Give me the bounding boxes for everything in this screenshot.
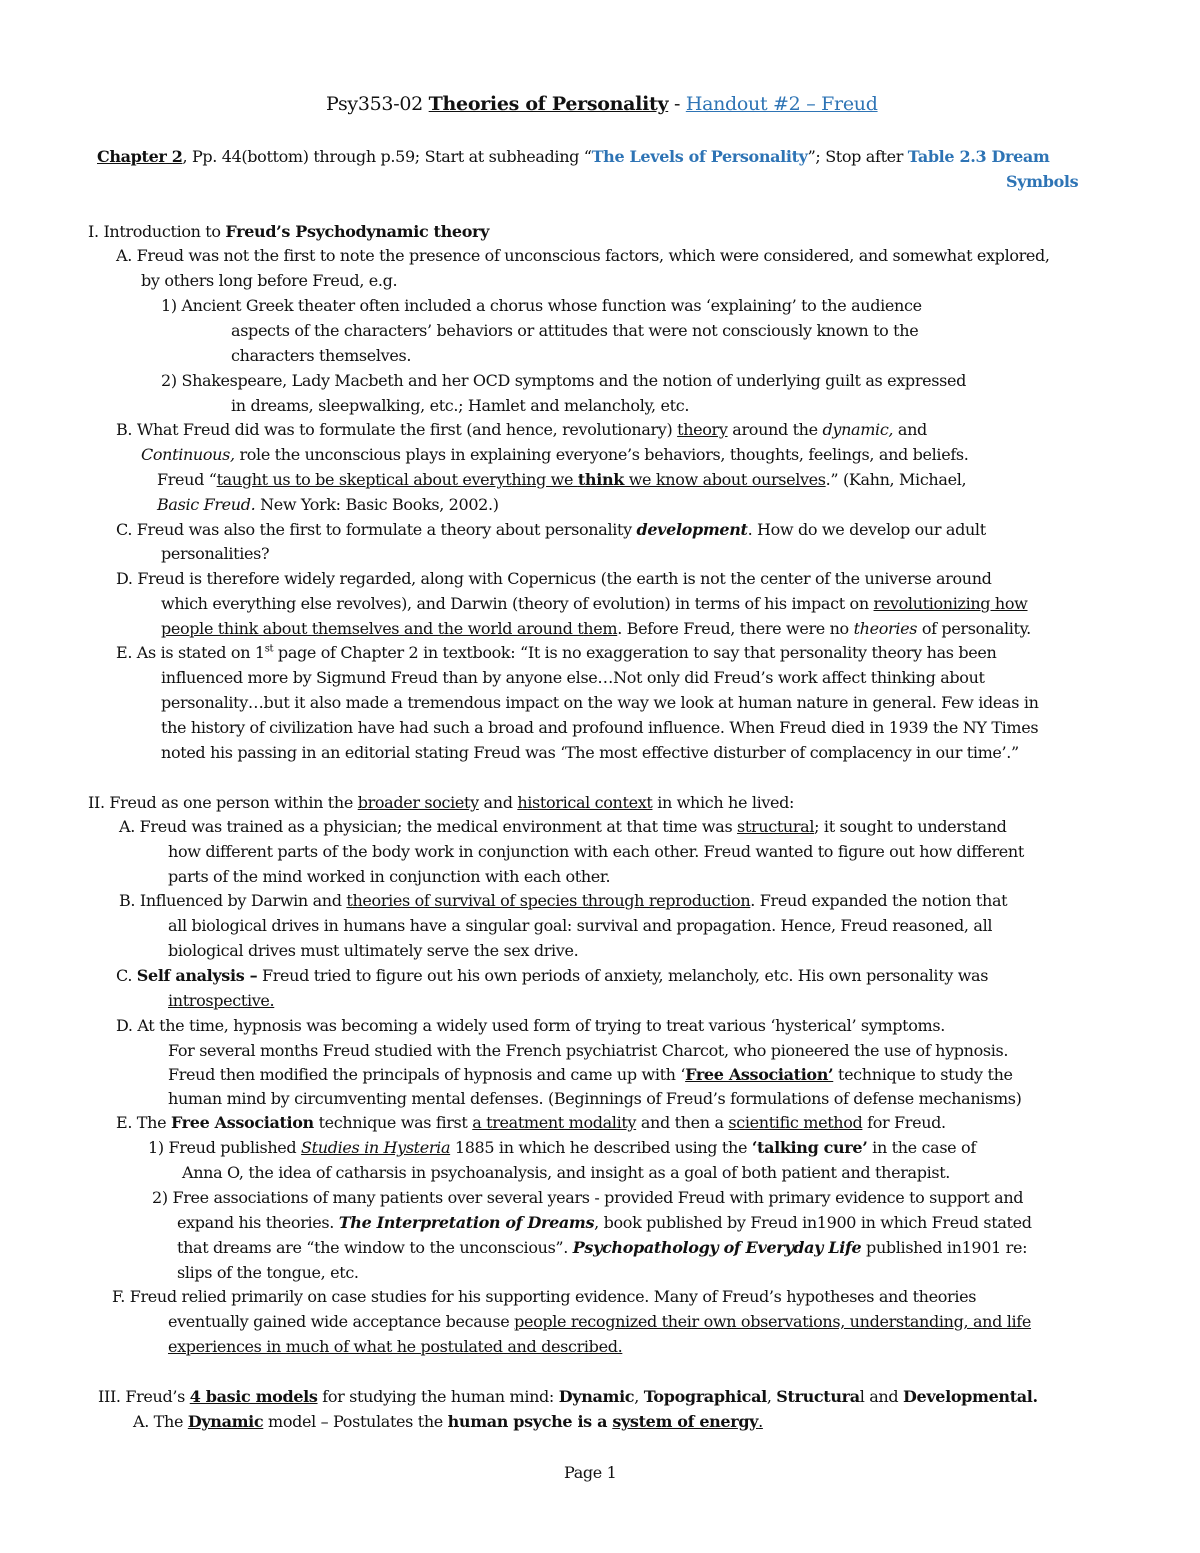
text-bold: Free Association [170,1113,314,1132]
text-bold: human psyche is a [447,1412,613,1431]
paragraph-line: D. Freud is therefore widely regarded, along with Copernicus (the earth is not the center of the universe around [116,569,992,588]
text: A. Freud was trained as a physician; the medical environment at that time was [119,817,738,836]
paragraph-line [148,1138,976,1158]
text: , [766,1387,777,1406]
paragraph-line: aspects of the characters’ behaviors or attitudes that were not consciously known to the [231,321,919,340]
text: technique to study the [833,1065,1013,1084]
text-underlined: we know about ourselves [623,470,826,489]
text-bold-underlined: Free Association’ [685,1065,834,1084]
paragraph-line: experiences in much of what he postulated and described. [168,1337,623,1356]
text-bold-underlined: think [577,470,624,489]
paragraph-line [116,520,986,540]
subheading-link: The Levels of Personality [591,147,808,166]
document-title [326,92,878,116]
text-bold-underlined: system of energy [612,1412,759,1431]
text-italic: Basic Freud. [157,495,256,514]
text-underlined: revolutionizing how [873,594,1028,613]
paragraph-line [161,594,1028,614]
text: 1885 in which he described using the [450,1138,752,1157]
text: and [478,793,518,812]
paragraph-line: slips of the tongue, etc. [177,1263,359,1282]
reading-text: , Pp. 44(bottom) through p.59; Start at subheading “ [182,147,592,166]
text: B. Influenced by Darwin and [119,891,347,910]
paragraph-line [161,619,1031,639]
text-underlined: historical context [517,793,653,812]
paragraph-line: introspective. [168,991,275,1010]
reading-text: ”; Stop after [807,147,908,166]
paragraph-line [157,470,966,490]
text-underlined: a treatment modality [472,1113,637,1132]
text: page of Chapter 2 in textbook: “It is no exaggeration to say that personality theory has been [273,643,997,662]
text-italic: Continuous, [141,445,235,464]
title-separator: - [668,93,686,115]
paragraph-line [177,1213,1032,1233]
text: Freud tried to figure out his own periods of anxiety, melancholy, etc. His own personality was [257,966,989,985]
course-code: Psy353-02 [326,93,423,115]
paragraph-line: For several months Freud studied with the French psychiatrist Charcot, who pioneered the use of hypnosis. [168,1041,1009,1060]
text-bold-underlined: 4 basic models [189,1387,318,1406]
reading-assignment [97,147,1050,167]
text: Freud then modified the principals of hypnosis and came up with ‘ [168,1065,686,1084]
paragraph-line [116,966,988,986]
course-title: Theories of Personality [428,93,669,115]
paragraph-line [116,1113,946,1133]
paragraph-line [141,445,969,465]
text: E. As is stated on 1 [116,643,265,662]
text: and [893,420,927,439]
paragraph-line: by others long before Freud, e.g. [141,271,398,290]
text: eventually gained wide acceptance because [168,1312,515,1331]
text-bold: Developmental. [903,1387,1038,1406]
text-bold: ‘talking cure’ [751,1138,868,1157]
text: role the unconscious plays in explaining everyone’s behaviors, thoughts, feelings, and beliefs. [234,445,969,464]
paragraph-line: parts of the mind worked in conjunction with each other. [168,867,611,886]
text-bold-italic: Psychopathology of Everyday Life [572,1238,862,1257]
paragraph-line [133,1412,763,1432]
page-number: Page 1 [564,1463,617,1482]
handout-label: Handout #2 – Freud [685,93,878,115]
paragraph-line [116,420,927,440]
paragraph-line: Anna O, the idea of catharsis in psychoanalysis, and insight as a goal of both patient and therapist. [182,1163,951,1182]
superscript: st [264,643,274,655]
text-underlined: people recognized their own observations, understanding, and life [514,1312,1031,1331]
text: . Freud expanded the notion that [750,891,1008,910]
paragraph-line: in dreams, sleepwalking, etc.; Hamlet and melancholy, etc. [231,396,690,415]
text: around the [727,420,823,439]
text-underlined: structural [737,817,815,836]
text-italic: dynamic, [822,420,894,439]
text: C. [116,966,137,985]
paragraph-line: F. Freud relied primarily on case studies for his supporting evidence. Many of Freud’s hypotheses and theories [112,1287,977,1306]
text: which everything else revolves), and Darwin (theory of evolution) in terms of his impact on [161,594,874,613]
text: in which he lived: [652,793,795,812]
chapter-label: Chapter 2 [97,147,183,166]
text: . How do we develop our adult [747,520,986,539]
text: published in1901 re: [861,1238,1028,1257]
text: .” (Kahn, Michael, [825,470,967,489]
paragraph-line: the history of civilization have had such a broad and profound influence. When Freud died in 1939 the NY Times [161,718,1039,737]
text-underlined: theories of survival of species through reproduction [346,891,751,910]
text-bold: Self analysis – [136,966,258,985]
paragraph-line: all biological drives in humans have a singular goal: survival and propagation. Hence, Freud reasoned, all [168,916,993,935]
paragraph-line: personality…but it also made a tremendous impact on the way we look at human nature in general. Few ideas in [161,693,1039,712]
text: of personality. [917,619,1031,638]
paragraph-line [119,817,1007,837]
heading-bold: Freud’s Psychodynamic theory [225,222,490,241]
text-bold: Topographical [643,1387,767,1406]
text: , [634,1387,644,1406]
text-underlined: people think about themselves and the world around them [161,619,618,638]
heading-text: I. Introduction to [88,222,226,241]
paragraph-line [119,891,1007,911]
paragraph-line [168,1065,1013,1085]
table-reference: Table 2.3 Dream [907,147,1050,166]
table-reference-cont: Symbols [1006,172,1079,191]
text-underlined: broader society [357,793,479,812]
paragraph-line: A. Freud was not the first to note the presence of unconscious factors, which were considered, and somewhat explored, [116,246,1050,265]
section-1-heading [88,222,489,242]
text-bold-underlined: Dynamic [187,1412,264,1431]
text: that dreams are “the window to the unconscious”. [177,1238,573,1257]
text: expand his theories. [177,1213,339,1232]
text: ; it sought to understand [814,817,1007,836]
text: B. What Freud did was to formulate the first (and hence, revolutionary) [116,420,678,439]
text-underlined: theory [677,420,728,439]
text: for Freud. [862,1113,946,1132]
text-bold-italic: development [636,520,748,539]
text: and then a [636,1113,729,1132]
paragraph-line: personalities? [161,544,270,563]
paragraph-line [157,495,499,515]
paragraph-line: characters themselves. [231,346,412,365]
paragraph-line: 2) Shakespeare, Lady Macbeth and her OCD symptoms and the notion of underlying guilt as expressed [161,371,966,390]
text: model – Postulates the [263,1412,448,1431]
text: II. Freud as one person within the [88,793,358,812]
paragraph-line: influenced more by Sigmund Freud than by anyone else…Not only did Freud’s work affect thinking about [161,668,985,687]
text: l and [859,1387,903,1406]
text-italic-underlined: Studies in Hysteria [301,1138,451,1157]
section-2-heading [88,793,794,813]
paragraph-line [168,1312,1031,1332]
text: E. The [116,1113,171,1132]
text: . Before Freud, there were no [617,619,854,638]
paragraph-line [177,1238,1027,1258]
text: III. Freud’s [98,1387,190,1406]
text-bold: Structura [776,1387,860,1406]
text: 1) Freud published [148,1138,302,1157]
section-3-heading [98,1387,1038,1407]
paragraph-line: biological drives must ultimately serve the sex drive. [168,941,579,960]
text-italic: theories [853,619,918,638]
paragraph-line: D. At the time, hypnosis was becoming a widely used form of trying to treat various ‘hysterical’ symptoms. [116,1016,945,1035]
text-underlined: taught us to be skeptical about everything we [216,470,578,489]
paragraph-line: 2) Free associations of many patients over several years - provided Freud with primary evidence to support and [152,1188,1024,1207]
text: technique was first [313,1113,473,1132]
paragraph-line: 1) Ancient Greek theater often included a chorus whose function was ‘explaining’ to the audience [161,296,922,315]
text: for studying the human mind: [317,1387,559,1406]
paragraph-line [116,643,996,663]
paragraph-line: human mind by circumventing mental defenses. (Beginnings of Freud’s formulations of defense mechanisms) [168,1089,1022,1108]
text: C. Freud was also the first to formulate a theory about personality [116,520,637,539]
text: , book published by Freud in1900 in which Freud stated [594,1213,1032,1232]
text: New York: Basic Books, 2002.) [255,495,499,514]
text-bold-italic: The Interpretation of Dreams [338,1213,595,1232]
text: Freud “ [157,470,217,489]
text-bold: Dynamic [558,1387,635,1406]
text: A. The [133,1412,188,1431]
text: in the case of [867,1138,976,1157]
text-underlined: . [758,1412,763,1431]
text-underlined: scientific method [728,1113,863,1132]
paragraph-line: how different parts of the body work in conjunction with each other. Freud wanted to figure out how different [168,842,1024,861]
paragraph-line: noted his passing in an editorial stating Freud was ‘The most effective disturber of complacency in our time’.” [161,743,1019,762]
